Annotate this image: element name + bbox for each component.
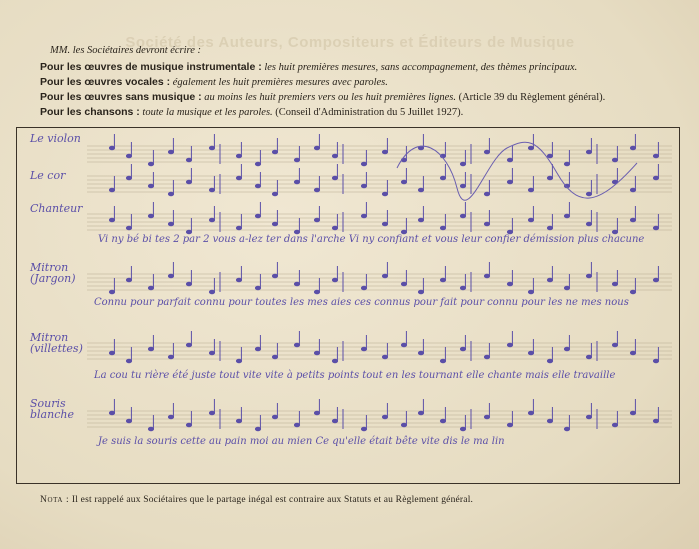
note-head <box>332 176 337 180</box>
header-intro: MM. les Sociétaires devront écrire : <box>50 45 202 56</box>
note-head <box>332 226 337 230</box>
note-head <box>418 218 423 222</box>
note-head <box>109 351 114 355</box>
note-head <box>109 188 114 192</box>
note-head <box>148 347 153 351</box>
note-head <box>294 343 299 347</box>
note-head <box>507 423 512 427</box>
note-head <box>401 180 406 184</box>
note-head <box>460 347 465 351</box>
note-head <box>547 176 552 180</box>
lyrics-line-3: La cou tu rière été juste tout vite vite à petits points tout en les tournant elle chante mais elle travaille <box>94 370 616 381</box>
note-head <box>236 278 241 282</box>
note-head <box>507 180 512 184</box>
note-head <box>528 188 533 192</box>
note-head <box>612 343 617 347</box>
note-head <box>564 214 569 218</box>
note-head <box>361 162 366 166</box>
note-head <box>332 278 337 282</box>
note-head <box>168 415 173 419</box>
note-head <box>126 154 131 158</box>
label-cor: Le cor <box>30 169 66 182</box>
note-head <box>332 154 337 158</box>
note-head <box>484 150 489 154</box>
note-head <box>294 282 299 286</box>
note-head <box>586 415 591 419</box>
note-head <box>460 162 465 166</box>
label-chanteur: Chanteur <box>30 202 83 215</box>
note-head <box>272 274 277 278</box>
note-head <box>586 355 591 359</box>
note-head <box>294 158 299 162</box>
note-head <box>484 222 489 226</box>
label-souris: Souris blanche <box>30 397 74 421</box>
note-head <box>382 192 387 196</box>
note-head <box>186 180 191 184</box>
note-head <box>528 218 533 222</box>
note-head <box>528 411 533 415</box>
note-head <box>440 176 445 180</box>
note-head <box>272 355 277 359</box>
note-head <box>272 192 277 196</box>
handwritten-slur <box>397 142 637 200</box>
note-head <box>418 351 423 355</box>
note-head <box>209 411 214 415</box>
note-head <box>314 411 319 415</box>
rule-no-music: Pour les œuvres sans musique : au moins les huit premiers vers ou les huit premières lignes. (Article 39 du Règlement général). <box>40 91 606 103</box>
lyrics-line-1: Vi ny bé bi tes 2 par 2 vous a-lez ter dans l'arche Vi ny confiant et vous leur confier démission plus chacune <box>98 234 645 245</box>
note-head <box>332 419 337 423</box>
note-head <box>484 192 489 196</box>
instructions-header <box>40 44 680 120</box>
note-head <box>418 188 423 192</box>
note-head <box>418 290 423 294</box>
lyrics-line-2: Connu pour parfait connu pour toutes les mes aies ces connus pour fait pour connu pour les ne mes nous <box>94 297 629 308</box>
note-head <box>547 419 552 423</box>
note-head <box>507 282 512 286</box>
note-head <box>401 343 406 347</box>
note-head <box>314 290 319 294</box>
note-head <box>460 286 465 290</box>
note-head <box>294 423 299 427</box>
note-head <box>168 222 173 226</box>
note-head <box>630 146 635 150</box>
note-head <box>401 423 406 427</box>
note-head <box>630 218 635 222</box>
note-head <box>653 154 658 158</box>
note-head <box>236 154 241 158</box>
note-head <box>361 427 366 431</box>
note-head <box>586 192 591 196</box>
note-head <box>255 184 260 188</box>
note-head <box>586 222 591 226</box>
note-head <box>361 214 366 218</box>
note-head <box>418 411 423 415</box>
note-head <box>209 146 214 150</box>
note-head <box>547 359 552 363</box>
note-head <box>564 427 569 431</box>
note-head <box>109 290 114 294</box>
note-head <box>564 162 569 166</box>
note-head <box>148 184 153 188</box>
note-head <box>653 278 658 282</box>
note-head <box>630 351 635 355</box>
note-head <box>440 278 445 282</box>
note-head <box>255 286 260 290</box>
note-head <box>440 359 445 363</box>
note-head <box>272 415 277 419</box>
note-head <box>528 290 533 294</box>
note-head <box>314 351 319 355</box>
note-head <box>460 214 465 218</box>
note-head <box>547 154 552 158</box>
note-head <box>612 282 617 286</box>
note-head <box>168 150 173 154</box>
note-head <box>460 184 465 188</box>
note-head <box>361 347 366 351</box>
note-head <box>109 146 114 150</box>
rule-instrumental: Pour les œuvres de musique instrumentale : les huit premières mesures, sans accompagnement, des thèmes principaux. <box>40 61 578 73</box>
note-head <box>109 411 114 415</box>
note-head <box>382 274 387 278</box>
note-head <box>401 282 406 286</box>
note-head <box>507 343 512 347</box>
note-head <box>314 146 319 150</box>
note-head <box>148 286 153 290</box>
note-head <box>484 355 489 359</box>
note-head <box>612 423 617 427</box>
note-head <box>382 222 387 226</box>
note-head <box>126 226 131 230</box>
note-head <box>255 347 260 351</box>
note-head <box>382 150 387 154</box>
note-head <box>148 427 153 431</box>
note-head <box>653 226 658 230</box>
note-head <box>168 274 173 278</box>
note-head <box>612 158 617 162</box>
note-head <box>236 226 241 230</box>
note-head <box>564 347 569 351</box>
note-head <box>586 150 591 154</box>
note-head <box>547 278 552 282</box>
note-head <box>186 282 191 286</box>
note-head <box>653 359 658 363</box>
note-head <box>148 214 153 218</box>
label-mitron-jargon: Mitron (Jargon) <box>30 261 76 285</box>
note-head <box>236 176 241 180</box>
note-head <box>653 419 658 423</box>
note-head <box>332 359 337 363</box>
label-violin: Le violon <box>30 132 81 145</box>
note-head <box>126 359 131 363</box>
note-head <box>209 351 214 355</box>
note-head <box>484 415 489 419</box>
note-head <box>586 274 591 278</box>
note-head <box>382 415 387 419</box>
show-through-heading: Société des Auteurs, Compositeurs et Éditeurs de Musique <box>125 34 575 51</box>
footer-text: Il est rappelé aux Sociétaires que le partage inégal est contraire aux Statuts et au Règlement général. <box>71 495 474 505</box>
note-head <box>209 188 214 192</box>
note-head <box>148 162 153 166</box>
note-head <box>460 427 465 431</box>
note-head <box>236 359 241 363</box>
note-head <box>630 188 635 192</box>
note-head <box>440 419 445 423</box>
note-head <box>484 274 489 278</box>
note-head <box>528 146 533 150</box>
note-head <box>126 176 131 180</box>
note-head <box>653 176 658 180</box>
note-head <box>272 222 277 226</box>
note-head <box>564 286 569 290</box>
footer-label: Nota : <box>40 495 70 505</box>
note-head <box>186 343 191 347</box>
note-head <box>186 158 191 162</box>
rule-vocal: Pour les œuvres vocales : également les huit premières mesures avec paroles. <box>40 76 388 88</box>
note-head <box>314 218 319 222</box>
note-head <box>528 351 533 355</box>
note-head <box>630 411 635 415</box>
footer-note <box>40 495 680 505</box>
note-head <box>361 184 366 188</box>
note-head <box>109 218 114 222</box>
label-mitron-villettes: Mitron (villettes) <box>30 331 83 355</box>
note-head <box>186 423 191 427</box>
note-head <box>294 180 299 184</box>
note-head <box>382 355 387 359</box>
note-head <box>168 192 173 196</box>
note-head <box>507 158 512 162</box>
note-head <box>209 290 214 294</box>
rule-songs: Pour les chansons : toute la musique et les paroles. (Conseil d'Administration du 5 Juillet 1927). <box>40 106 464 118</box>
note-head <box>272 150 277 154</box>
note-head <box>126 278 131 282</box>
note-head <box>255 162 260 166</box>
lyrics-line-4: Je suis la souris cette au pain moi au mien Ce qu'elle était bête vite dis le ma lin <box>98 436 505 447</box>
note-head <box>255 214 260 218</box>
note-head <box>361 286 366 290</box>
note-head <box>168 355 173 359</box>
note-head <box>255 427 260 431</box>
note-head <box>314 188 319 192</box>
note-head <box>209 218 214 222</box>
note-head <box>126 419 131 423</box>
note-head <box>547 226 552 230</box>
note-head <box>630 290 635 294</box>
note-head <box>236 419 241 423</box>
note-head <box>440 226 445 230</box>
